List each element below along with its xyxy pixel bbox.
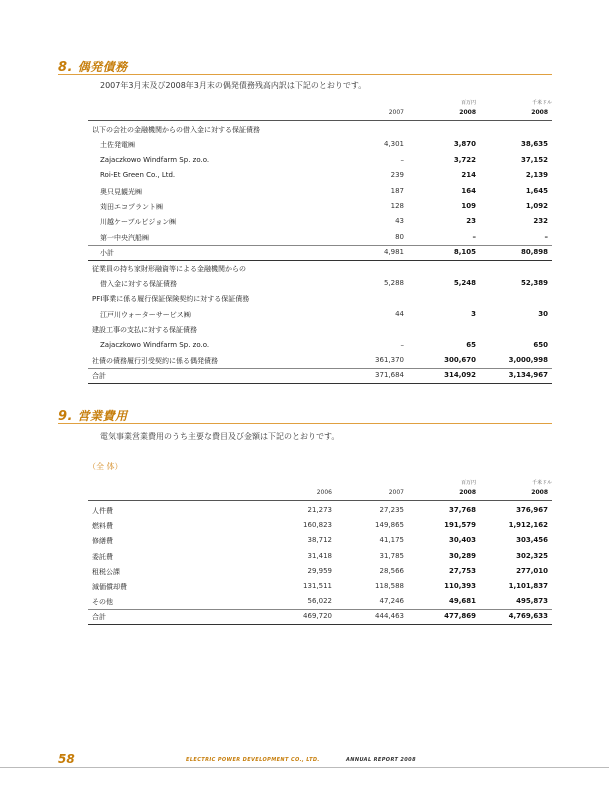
row-rule	[88, 245, 552, 246]
row-label: PFI事業に係る履行保証保険契約に対する保証債務	[92, 295, 250, 304]
year-2008-usd: 2008	[531, 109, 548, 116]
row-label: 租税公課	[92, 567, 120, 576]
table-row	[88, 520, 552, 532]
row-value: 27,235	[379, 506, 404, 514]
row-value: 160,823	[303, 521, 332, 530]
table-row	[88, 505, 552, 517]
row-label: 従業員の持ち家財形融資等による金融機関からの	[92, 264, 246, 273]
row-value: 2,139	[525, 171, 548, 180]
row-value: 3	[471, 309, 476, 318]
row-value: 118,588	[375, 582, 404, 590]
row-value: 314,092	[444, 371, 476, 380]
row-value: 361,370	[375, 356, 404, 364]
table-row	[88, 535, 552, 547]
row-value: 31,418	[307, 551, 332, 560]
table-row	[88, 355, 552, 367]
table-row	[88, 278, 552, 290]
year-2008-usd-9: 2008	[531, 489, 548, 496]
row-value: 239	[390, 171, 404, 180]
row-value: 49,681	[448, 597, 476, 606]
row-value: 52,389	[520, 279, 548, 287]
row-label: 土佐発電㈱	[100, 141, 135, 150]
report-name: ANNUAL REPORT 2008	[346, 757, 416, 763]
table-row	[88, 170, 552, 182]
row-value: 371,684	[375, 371, 404, 380]
unit-usd: 千米ドル	[531, 100, 552, 106]
row-value: 191,579	[444, 521, 476, 530]
row-value: 29,959	[307, 566, 332, 575]
year-2007: 2007	[388, 109, 404, 116]
row-value: 232	[533, 217, 548, 226]
unit-yen-9: 百万円	[460, 480, 476, 486]
row-label: 合計	[92, 613, 106, 622]
year-2008-yen: 2008	[459, 109, 476, 116]
row-label: 江戸川ウォーターサービス㈱	[100, 310, 191, 319]
row-value: 3,000,998	[508, 356, 548, 364]
row-value: 3,722	[453, 155, 476, 164]
row-label: 委託費	[92, 552, 113, 561]
footer-rule	[0, 767, 609, 768]
row-value: 38,635	[520, 140, 548, 149]
row-value: 131,511	[303, 582, 332, 590]
table-row	[88, 340, 552, 352]
row-rule	[88, 609, 552, 610]
row-label: 減価償却費	[92, 583, 127, 591]
company-name: ELECTRIC POWER DEVELOPMENT CO., LTD.	[186, 757, 320, 763]
table-row	[88, 309, 552, 321]
section-9-year-header	[88, 488, 552, 501]
row-value: 5,288	[383, 279, 404, 287]
row-label: Roi-Et Green Co., Ltd.	[100, 171, 176, 180]
row-label: 以下の会社の金融機関からの借入金に対する保証債務	[92, 126, 260, 134]
table-row	[88, 324, 552, 336]
row-value: 300,670	[444, 356, 476, 364]
row-value: 30,403	[448, 536, 476, 545]
row-value: 30	[538, 309, 548, 318]
row-value: –	[400, 155, 404, 164]
section-8-title: 偶発債務	[77, 60, 128, 74]
row-value: –	[472, 232, 476, 241]
table-row	[88, 247, 552, 259]
row-value: 214	[461, 171, 476, 180]
row-label: 人件費	[92, 507, 113, 515]
section-8-number: 8.	[58, 60, 73, 75]
table-row	[88, 216, 552, 228]
row-label: 川越ケーブルビジョン㈱	[100, 218, 177, 227]
row-value: 43	[395, 217, 404, 226]
row-value: 65	[466, 340, 476, 349]
row-value: 128	[390, 202, 404, 210]
row-value: 80,898	[520, 248, 548, 257]
row-value: 3,870	[453, 140, 476, 149]
section-9-note: 電気事業営業費用のうち主要な費目及び金額は下記のとおりです。	[100, 432, 340, 441]
year-2008-yen-9: 2008	[459, 489, 476, 496]
section-8-year-header	[88, 108, 552, 121]
table-row	[88, 201, 552, 213]
row-value: 21,273	[307, 506, 332, 514]
row-value: 4,769,633	[508, 612, 548, 621]
row-value: 149,865	[375, 521, 404, 530]
row-value: 3,134,967	[508, 371, 548, 380]
table-row	[88, 551, 552, 563]
table-row	[88, 611, 552, 623]
row-value: 1,912,162	[508, 521, 548, 530]
section-9-number: 9.	[58, 409, 73, 424]
row-label: Zajaczkowo Windfarm Sp. zo.o.	[100, 340, 210, 349]
row-value: 56,022	[307, 597, 332, 606]
row-value: 8,105	[453, 248, 476, 257]
page-number: 58	[58, 752, 75, 766]
row-value: 1,645	[525, 186, 548, 195]
row-value: 110,393	[444, 582, 476, 590]
row-value: 109	[461, 202, 476, 210]
row-value: 1,092	[525, 202, 548, 210]
row-value: 47,246	[379, 597, 404, 606]
row-label: 合計	[92, 372, 106, 381]
unit-usd-9: 千米ドル	[531, 480, 552, 486]
table-row	[88, 186, 552, 198]
table-row	[88, 263, 552, 275]
section-9-scope: （全 体）	[88, 462, 123, 471]
row-value: 41,175	[379, 536, 404, 545]
unit-yen: 百万円	[460, 100, 476, 106]
table-row	[88, 124, 552, 136]
row-rule	[88, 260, 552, 261]
row-label: 修繕費	[92, 537, 113, 546]
row-value: 5,248	[453, 279, 476, 287]
row-value: –	[400, 340, 404, 349]
section-8-heading	[58, 58, 128, 75]
row-label: 借入金に対する保証債務	[100, 280, 177, 288]
row-label: 小計	[100, 249, 114, 258]
row-label: 第一中央汽船㈱	[100, 233, 149, 242]
row-label: 燃料費	[92, 522, 113, 531]
row-label: 奥只見観光㈱	[100, 187, 142, 196]
row-value: 80	[395, 232, 404, 241]
row-rule	[88, 383, 552, 384]
section-9-title: 営業費用	[77, 409, 128, 423]
row-value: 4,301	[383, 140, 404, 149]
row-label: 社債の債務履行引受契約に係る偶発債務	[92, 357, 218, 365]
row-rule	[88, 624, 552, 625]
row-label: Zajaczkowo Windfarm Sp. zo.o.	[100, 155, 210, 164]
row-label: 苅田エコプラント㈱	[100, 203, 163, 211]
row-value: 23	[466, 217, 476, 226]
row-value: –	[544, 232, 548, 241]
year-2006: 2006	[316, 489, 332, 496]
section-8-rule	[58, 74, 552, 75]
row-value: 302,325	[516, 551, 548, 560]
row-value: 376,967	[516, 506, 548, 514]
year-2007-9: 2007	[388, 489, 404, 496]
section-9-heading	[58, 407, 128, 424]
row-value: 37,768	[448, 506, 476, 514]
row-rule	[88, 368, 552, 369]
table-row	[88, 232, 552, 244]
table-row	[88, 370, 552, 382]
row-value: 38,712	[307, 536, 332, 545]
row-value: 277,010	[516, 566, 548, 575]
table-row	[88, 139, 552, 151]
row-value: 1,101,837	[508, 582, 548, 590]
table-row	[88, 596, 552, 608]
row-value: 469,720	[303, 612, 332, 621]
table-row	[88, 566, 552, 578]
row-label: その他	[92, 598, 113, 607]
row-value: 28,566	[379, 566, 404, 575]
row-value: 37,152	[520, 155, 548, 164]
row-value: 303,456	[516, 536, 548, 545]
row-value: 495,873	[516, 597, 548, 606]
row-value: 27,753	[448, 566, 476, 575]
table-row	[88, 581, 552, 593]
row-value: 477,869	[444, 612, 476, 621]
row-value: 31,785	[379, 551, 404, 560]
table-row	[88, 155, 552, 167]
section-9-rule	[58, 423, 552, 424]
row-value: 444,463	[375, 612, 404, 621]
row-value: 4,981	[383, 248, 404, 257]
row-value: 30,289	[448, 551, 476, 560]
table-row	[88, 293, 552, 305]
row-value: 187	[390, 186, 404, 195]
row-value: 650	[533, 340, 548, 349]
row-value: 44	[395, 309, 404, 318]
row-value: 164	[461, 186, 476, 195]
section-8-note: 2007年3月末及び2008年3月末の偶発債務残高内訳は下記のとおりです。	[100, 81, 367, 90]
row-label: 建設工事の支払に対する保証債務	[92, 326, 197, 335]
